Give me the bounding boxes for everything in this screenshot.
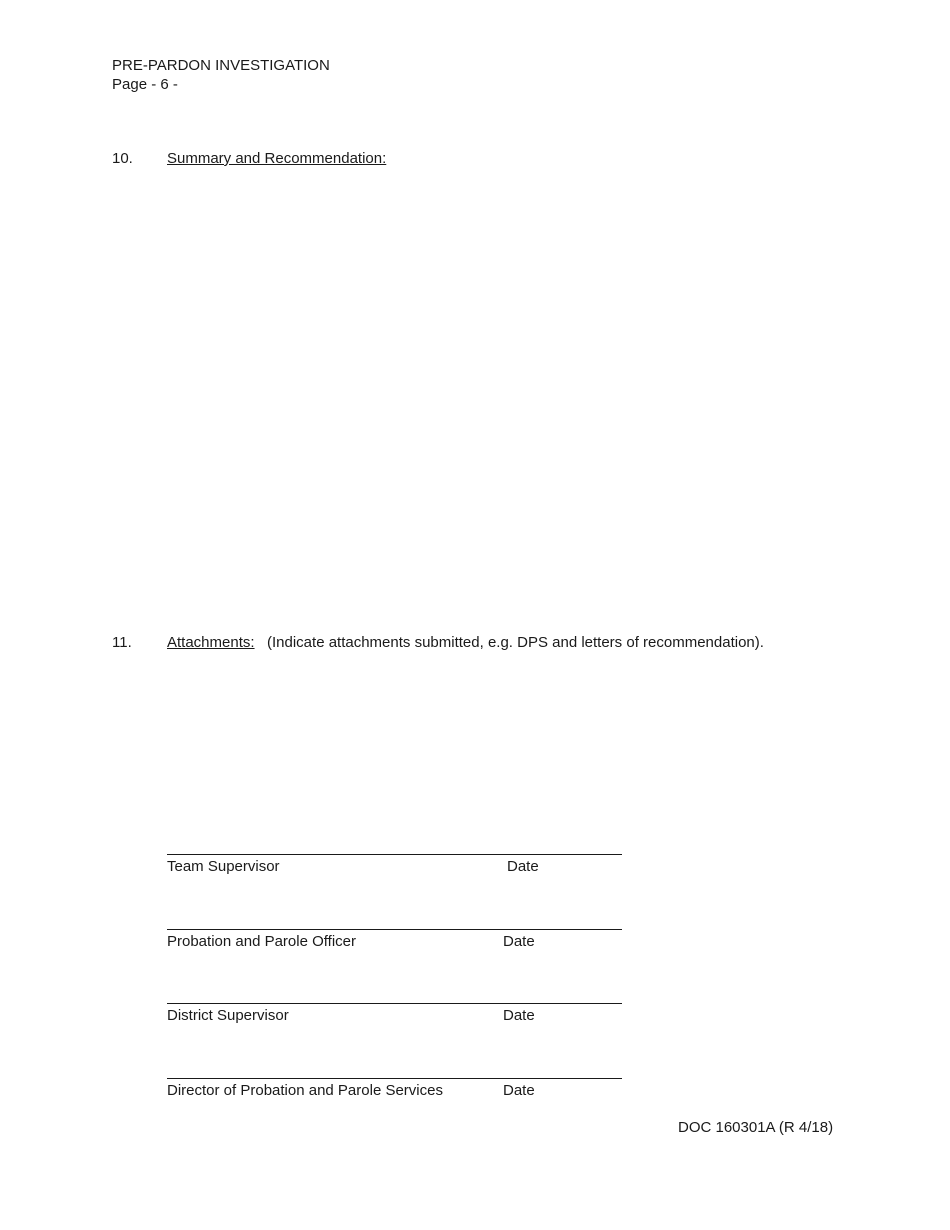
form-number: DOC 160301A (R 4/18) <box>678 1119 834 1136</box>
date-label-probation-officer: Date <box>503 933 535 950</box>
signature-label-probation-officer: Probation and Parole Officer <box>167 933 357 950</box>
section-10-number: 10. <box>112 150 133 167</box>
summary-recommendation-area[interactable] <box>167 178 847 618</box>
attachments-area[interactable] <box>167 662 847 832</box>
date-label-district-supervisor: Date <box>503 1007 535 1024</box>
signature-line-team-supervisor[interactable] <box>167 854 622 855</box>
document-title: PRE-PARDON INVESTIGATION <box>112 57 330 74</box>
date-label-team-supervisor: Date <box>507 858 539 875</box>
signature-line-director[interactable] <box>167 1078 622 1079</box>
signature-line-probation-officer[interactable] <box>167 929 622 930</box>
signature-line-district-supervisor[interactable] <box>167 1003 622 1004</box>
section-11-note: (Indicate attachments submitted, e.g. DPS and letters of recommendation). <box>267 634 764 651</box>
signature-label-team-supervisor: Team Supervisor <box>167 858 280 875</box>
page-number: Page - 6 - <box>112 76 178 93</box>
signature-label-district-supervisor: District Supervisor <box>167 1007 289 1024</box>
date-label-director: Date <box>503 1082 535 1099</box>
section-11-heading: Attachments: <box>167 634 255 651</box>
section-11-number: 11. <box>112 634 132 651</box>
signature-label-director: Director of Probation and Parole Services <box>167 1082 443 1099</box>
section-10-heading: Summary and Recommendation: <box>167 150 387 167</box>
